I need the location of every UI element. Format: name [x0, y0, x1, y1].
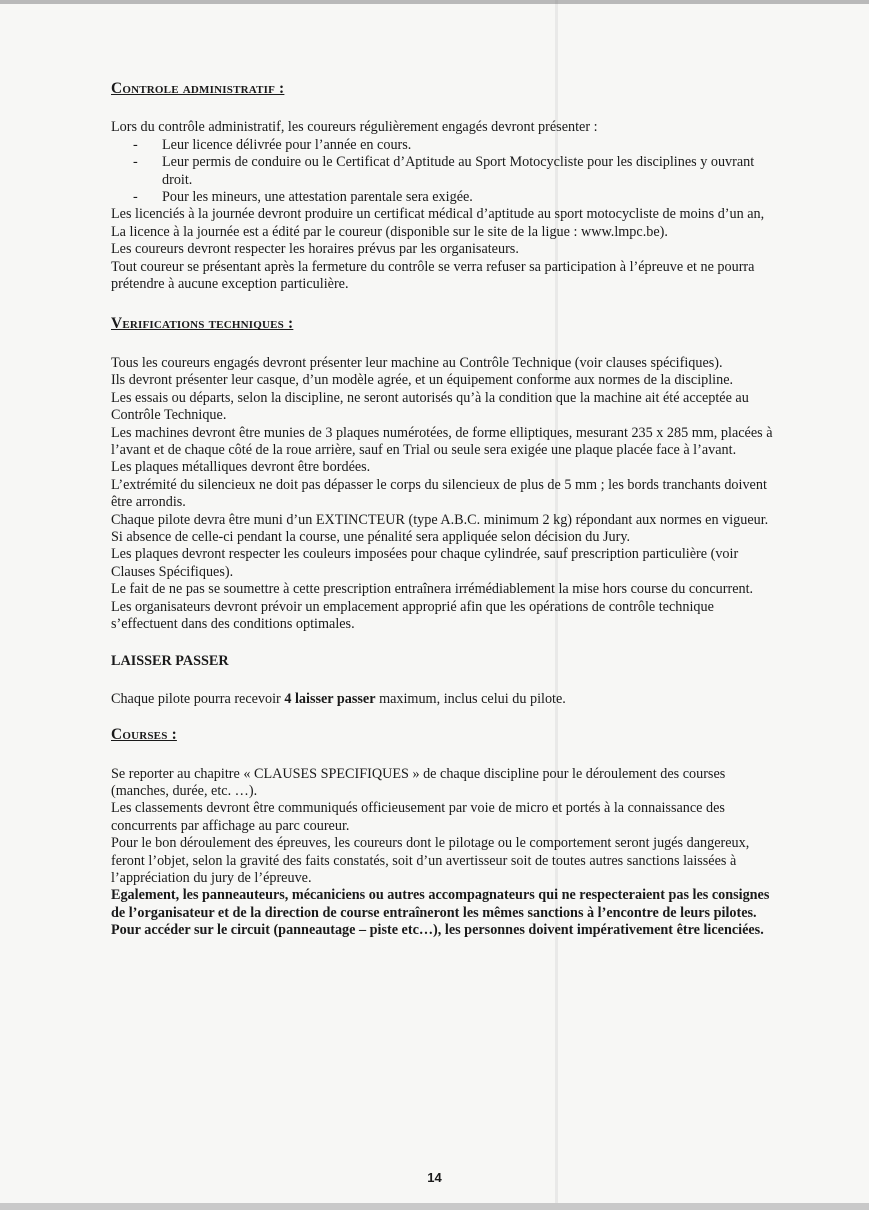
- section-pass: [111, 653, 783, 708]
- tech-paragraph: L’extrémité du silencieux ne doit pas dépasser le corps du silencieux de plus de 5 mm ; les bords tranchants doivent être arrondis.: [111, 476, 767, 511]
- admin-paragraph: Tout coureur se présentant après la fermeture du contrôle se verra refuser sa participation à l’épreuve et ne pourra prétendre à aucune exception particulière.: [111, 258, 755, 293]
- tech-paragraph: Les plaques devront respecter les couleurs imposées pour chaque cylindrée, sauf prescription particulière (voir Clauses Spécifiques).: [111, 546, 739, 580]
- list-item: - Pour les mineurs, une attestation parentale sera exigée.: [111, 189, 783, 206]
- list-item: - Leur licence délivrée pour l’année en cours.: [111, 137, 783, 154]
- tech-paragraph: Tous les coureurs engagés devront présenter leur machine au Contrôle Technique (voir clauses spécifiques).: [111, 354, 723, 371]
- courses-paragraph: Pour le bon déroulement des épreuves, les coureurs dont le pilotage ou le comportement seront jugés dangereux, feront l’objet, selon la gravité des faits constatés, soit d’un avertisseur soit de toutes autres sanctions laissées à l’appréciation du jury de l’épreuve.: [111, 835, 750, 887]
- courses-paragraph: Les classements devront être communiqués officieusement par voie de micro et portés à la connaissance des concurrents par affichage au parc coureur.: [111, 800, 725, 834]
- pass-text-before: Chaque pilote pourra recevoir: [111, 690, 285, 707]
- admin-paragraph: Les coureurs devront respecter les horaires prévus par les organisateurs.: [111, 241, 519, 258]
- tech-paragraph: Chaque pilote devra être muni d’un EXTINCTEUR (type A.B.C. minimum 2 kg) répondant aux normes en vigueur. Si absence de celle-ci pendant la course, une pénalité sera appliquée selon décision du Jury.: [111, 511, 769, 545]
- page-content: [111, 80, 783, 940]
- section-admin: [111, 80, 783, 293]
- section-courses: [111, 726, 783, 939]
- admin-intro: Lors du contrôle administratif, les coureurs régulièrement engagés devront présenter :: [111, 119, 598, 136]
- pass-heading: LAISSER PASSER: [111, 653, 229, 670]
- admin-requirements-list: [111, 137, 783, 207]
- pass-paragraph: [111, 691, 783, 708]
- admin-paragraph: Les licenciés à la journée devront produire un certificat médical d’aptitude au sport motocycliste de moins d’un an,: [111, 206, 765, 223]
- scan-top-edge: [0, 0, 869, 4]
- page-number: 14: [427, 1170, 442, 1185]
- courses-heading: Courses :: [111, 726, 177, 744]
- pass-text-bold: 4 laisser passer: [284, 690, 376, 707]
- courses-paragraph: Se reporter au chapitre « CLAUSES SPECIFIQUES » de chaque discipline pour le déroulement des courses (manches, durée, etc. …).: [111, 765, 726, 799]
- tech-paragraph: Ils devront présenter leur casque, d’un modèle agrée, et un équipement conforme aux normes de la discipline.: [111, 372, 734, 389]
- tech-paragraph: Les plaques métalliques devront être bordées.: [111, 459, 371, 476]
- admin-heading: Controle administratif :: [111, 80, 285, 97]
- tech-paragraph: Les organisateurs devront prévoir un emplacement approprié afin que les opérations de contrôle technique s’effectuent dans des conditions optimales.: [111, 598, 714, 632]
- pass-text-after: maximum, inclus celui du pilote.: [375, 690, 566, 707]
- section-tech: [111, 315, 783, 633]
- list-item: - Leur permis de conduire ou le Certificat d’Aptitude au Sport Motocycliste pour les disciplines y ouvrant droit.: [111, 154, 783, 189]
- tech-paragraph: Les machines devront être munies de 3 plaques numérotées, de forme elliptiques, mesurant 235 x 285 mm, placées à l’avant et de chaque côté de la roue arrière, sauf en Trial ou seule sera exigée une plaque placée face à l’avant.: [111, 424, 773, 458]
- scan-bottom-edge: [0, 1203, 869, 1210]
- courses-bold-paragraph: Egalement, les panneauteurs, mécaniciens ou autres accompagnateurs qui ne respecteraient pas les consignes de l’organisateur et de la direction de course entraîneront les mêmes sanctions à l’encontre de leurs pilotes.: [111, 887, 770, 921]
- tech-paragraph: Le fait de ne pas se soumettre à cette prescription entraînera irrémédiablement la mise hors course du concurrent.: [111, 581, 754, 598]
- courses-bold-paragraph: Pour accéder sur le circuit (panneautage – piste etc…), les personnes doivent impérativement être licenciées.: [111, 922, 764, 939]
- tech-paragraph: Les essais ou départs, selon la discipline, ne seront autorisés qu’à la condition que la machine ait été acceptée au Contrôle Technique.: [111, 389, 749, 424]
- tech-heading: Verifications techniques :: [111, 315, 294, 333]
- admin-paragraph: La licence à la journée est a édité par le coureur (disponible sur le site de la ligue : www.lmpc.be).: [111, 223, 668, 240]
